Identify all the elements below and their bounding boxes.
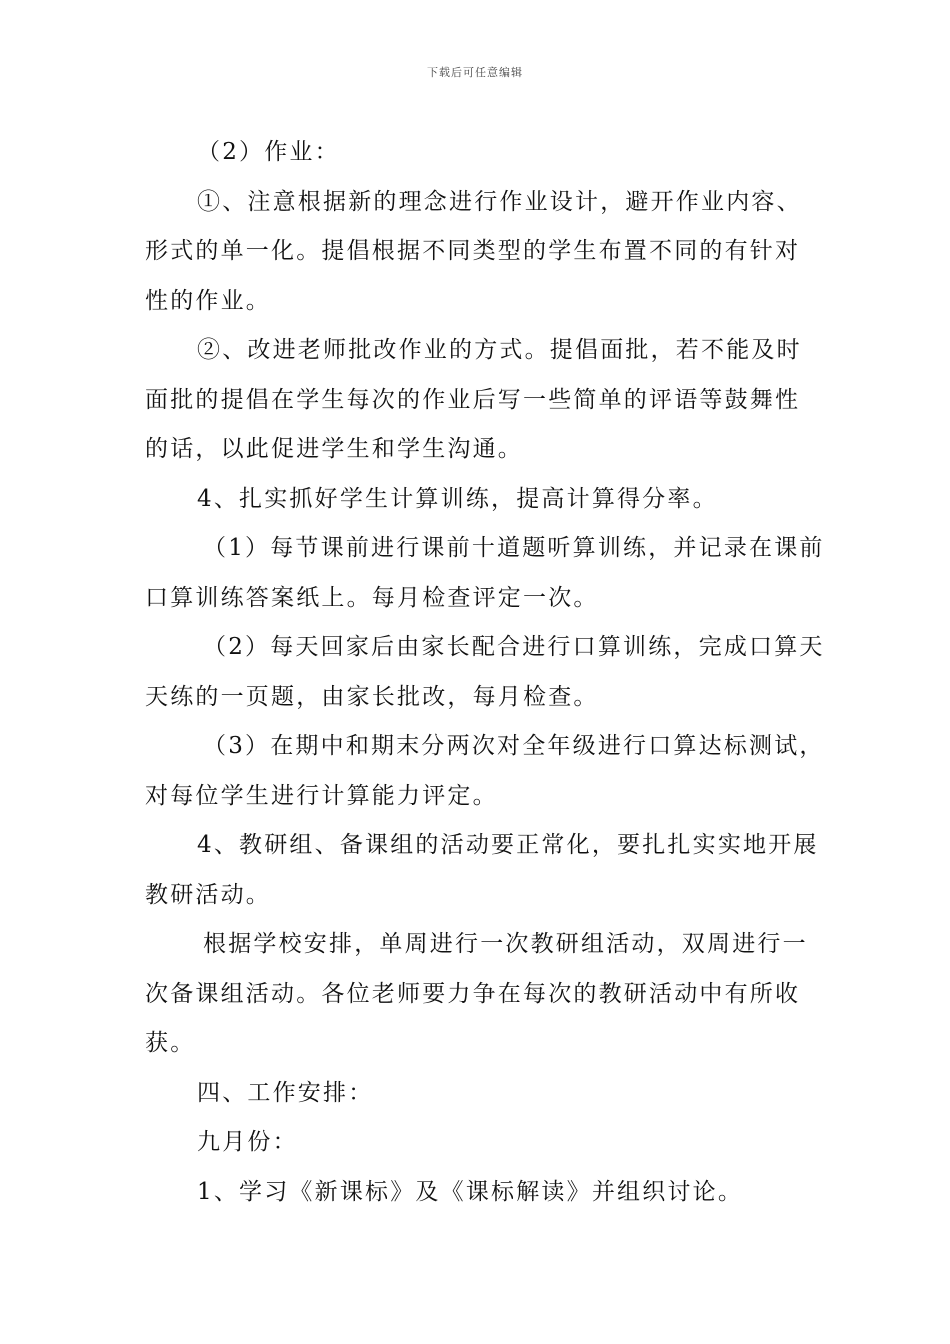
teaching-research-heading: 4、教研组、备课组的活动要正常化，要扎扎实实地开展教研活动。	[145, 832, 819, 908]
september-item-1: 1、学习《新课标》及《课标解读》并组织讨论。	[197, 1178, 744, 1205]
calculation-item-3: （3）在期中和期末分两次对全年级进行口算达标测试，对每位学生进行计算能力评定。	[145, 733, 825, 809]
work-arrangement-heading: 四、工作安排：	[197, 1079, 374, 1106]
homework-point-1: ①、注意根据新的理念进行作业设计，避开作业内容、形式的单一化。提倡根据不同类型的学生布置不同的有针对性的作业。	[145, 188, 802, 314]
teaching-research-detail: 根据学校安排，单周进行一次教研组活动，双周进行一次备课组活动。各位老师要力争在每次的教研活动中有所收获。	[145, 931, 808, 1056]
calculation-item-1: （1）每节课前进行课前十道题听算训练，并记录在课前口算训练答案纸上。每月检查评定一次。	[145, 535, 825, 611]
calculation-training-heading: 4、扎实抓好学生计算训练，提高计算得分率。	[197, 485, 718, 512]
homework-point-2: ②、改进老师批改作业的方式。提倡面批，若不能及时面批的提倡在学生每次的作业后写一些简单的评语等鼓舞性的话，以此促进学生和学生沟通。	[145, 337, 802, 462]
september-heading: 九月份：	[197, 1129, 298, 1155]
page-header-note: 下载后可任意编辑	[427, 66, 523, 79]
calculation-item-2: （2）每天回家后由家长配合进行口算训练，完成口算天天练的一页题，由家长批改，每月检查。	[145, 634, 825, 710]
document-body	[145, 128, 825, 1217]
homework-heading: （2）作业：	[197, 139, 340, 165]
